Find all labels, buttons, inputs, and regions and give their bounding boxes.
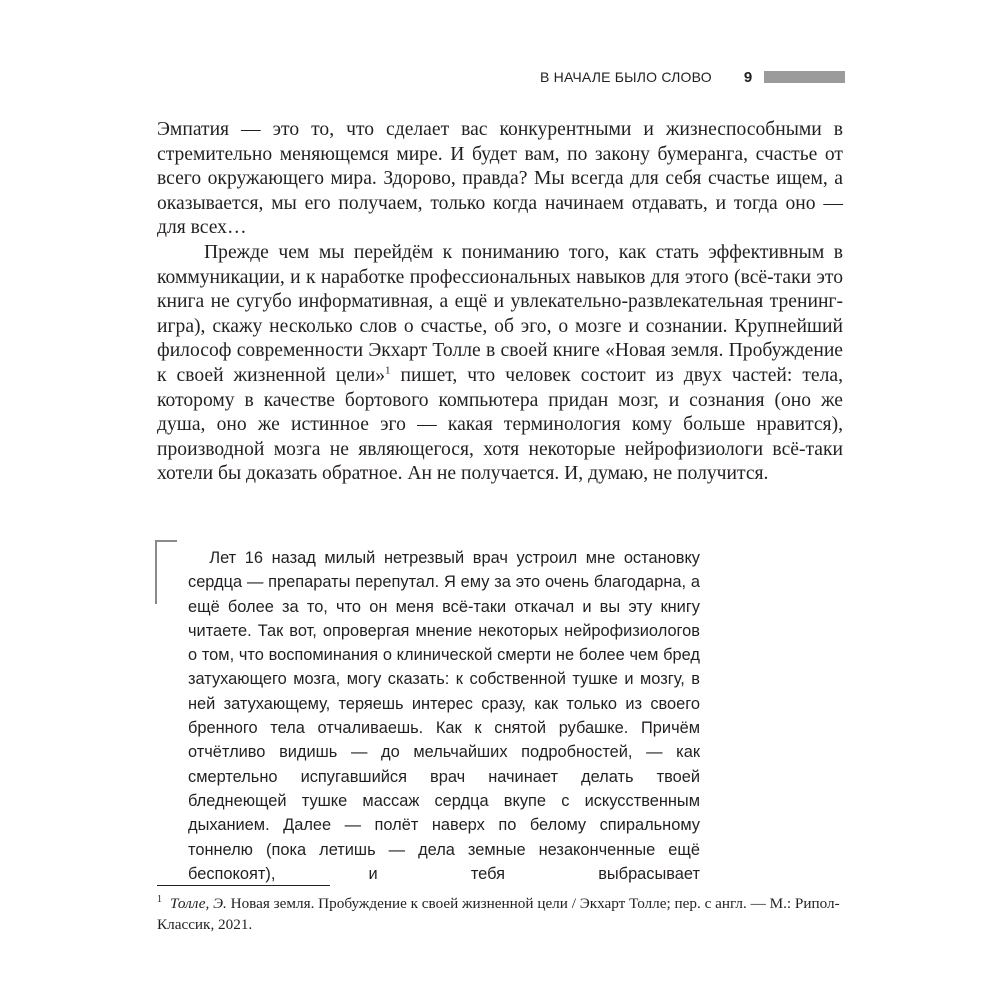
footnote-divider [157,885,330,886]
header-decorative-bar [764,71,845,83]
section-title: В НАЧАЛЕ БЫЛО СЛОВО [540,69,712,85]
paragraph-1: Эмпатия — это то, что сделает вас конкурентными и жизнеспособными в стремительно меняющемся мире. И будет вам, по закону бумеранга, счастье от всего окружающего мира. Здорово, правда? Мы всегда для себя счастье ищем, а оказывается, мы его получаем, только когда начинаем отдавать, и тогда оно — для всех… [157,119,843,239]
footnote-author: Толле, Э. [170,895,227,912]
footnote [157,893,843,935]
quote-block [188,546,700,886]
quote-bracket [155,540,177,604]
page-number: 9 [743,68,753,86]
running-header [540,66,845,88]
main-text [157,118,843,487]
paragraph-2-continued: пишет, что человек состоит из двух частей: тела, которому в качестве бортового компьютера придан мозг, и сознания (оно же душа, оно же истинное эго — какая терминология кому больше нравится), производной мозга не являющегося, хотя некоторые нейрофизиологи всё-таки хотели бы доказать обратное. Ан не получается. И, думаю, не получится. [157,364,843,485]
paragraph-2 [157,241,843,487]
footnote-reference: 1 [385,364,391,377]
quote-paragraph: Лет 16 назад милый нетрезвый врач устроил мне остановку сердца — препараты перепутал. Я ему за это очень благодарна, а ещё более за то, что он меня всё-таки откачал и вы эту книгу читаете. Так вот, опровергая мнение некоторых нейрофизиологов о том, что воспоминания о клинической смерти не более чем бред затухающего мозга, могу сказать: к собственной тушке и мозгу, в ней затухающему, теряешь интерес сразу, как только из своего бренного тела отчаливаешь. Как к снятой рубашке. Причём отчётливо видишь — до мельчайших подробностей, — как смертельно испугавшийся врач начинает делать твоей бледнеющей тушке массаж сердца вкупе с искусственным дыханием. Далее — полёт наверх по белому спиральному тоннелю (пока летишь — дела земные незаконченные ещё беспокоят), и тебя выбрасывает [188,549,700,883]
footnote-text: Новая земля. Пробуждение к своей жизненной цели / Экхарт Толле; пер. с англ. — М.: Рипол-Классик, 2021. [157,895,840,933]
paragraph-2-text: Прежде чем мы перейдём к пониманию того, как стать эффективным в коммуникации, и к наработке профессиональных навыков для этого (всё-таки это книга не сугубо информативная, а ещё и увлекательно-развлекательная тренинг-игра), скажу несколько слов о счастье, об эго, о мозге и сознании. Крупнейший философ современности Экхарт Толле в своей книге «Новая земля. Пробуждение к своей жизненной цели» [157,241,843,386]
footnote-mark: 1 [157,893,162,905]
